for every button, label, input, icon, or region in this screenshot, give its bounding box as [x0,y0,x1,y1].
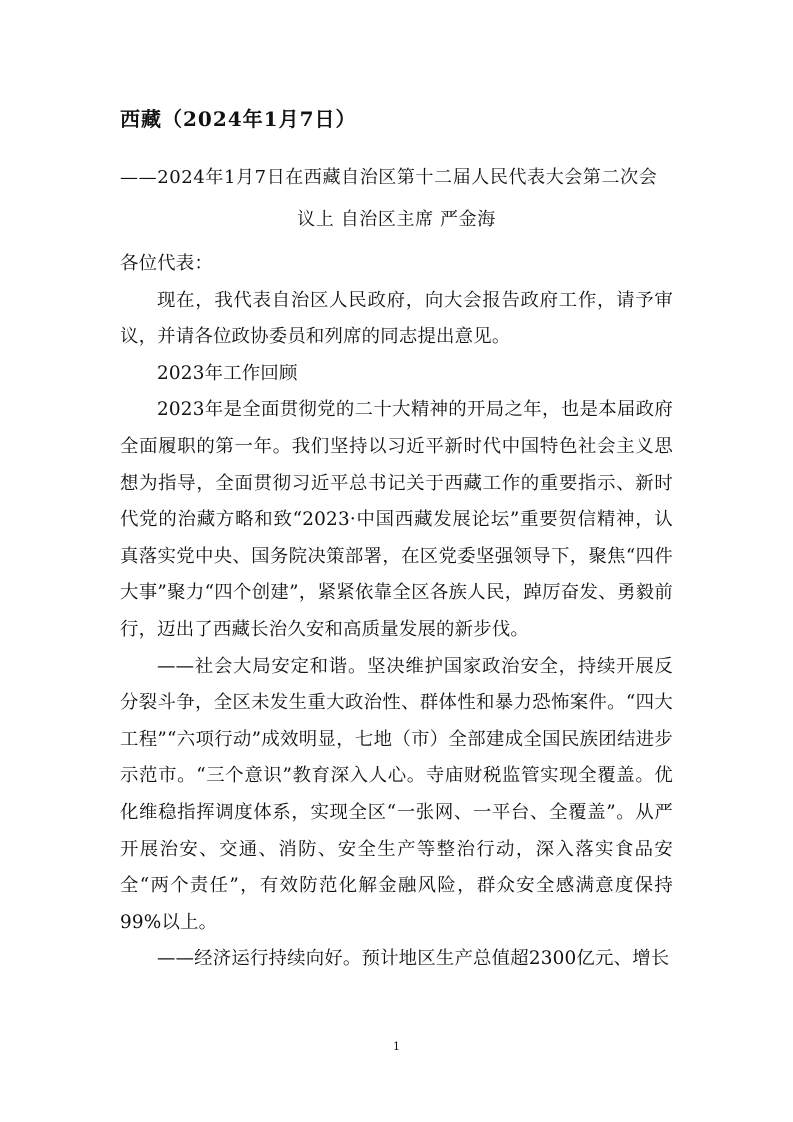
paragraph-opening: 现在，我代表自治区人民政府，向大会报告政府工作，请予审议，并请各位政协委员和列席的同志提出意见。 [120,289,673,348]
greeting: 各位代表： [120,253,213,274]
paragraph-economy: ——经济运行持续向好。预计地区生产总值超2300亿元、增长 [157,948,670,970]
report-subtitle-line-1: ——2024年1月7日在西藏自治区第十二届人民代表大会第二次会 [120,167,658,188]
paragraph-overview: 2023年是全面贯彻党的二十大精神的开局之年，也是本届政府全面履职的第一年。我们坚持以习近平新时代中国特色社会主义思想为指导，全面贯彻习近平总书记关于西藏工作的重要指示、新时代党的治藏方略和致“2023·中国西藏发展论坛”重要贺信精神，认真落实党中央、国务院决策部署，在区党委坚强领导下，聚焦“四件大事”聚力“四个创建”，紧紧依靠全区各族人民，踔厉奋发、勇毅前行，迈出了西藏长治久安和高质量发展的新步伐。 [120,399,673,640]
report-body [120,246,673,978]
page-number: 1 [393,1040,400,1053]
document-title: 西藏（2024年1月7日） [120,107,357,131]
paragraph-social-stability: ——社会大局安定和谐。坚决维护国家政治安全，持续开展反分裂斗争，全区未发生重大政治性、群体性和暴力恐怖案件。“四大工程”“六项行动”成效明显，七地（市）全部建成全国民族团结进步示范市。“三个意识”教育深入人心。寺庙财税监管实现全覆盖。优化维稳指挥调度体系，实现全区“一张网、一平台、全覆盖”。从严开展治安、交通、消防、安全生产等整治行动，深入落实食品安全“两个责任”，有效防范化解金融风险，群众安全感满意度保持99%以上。 [120,655,673,933]
report-subtitle-line-2: 议上 自治区主席 严金海 [297,209,496,230]
section-heading: 2023年工作回顾 [157,362,298,384]
